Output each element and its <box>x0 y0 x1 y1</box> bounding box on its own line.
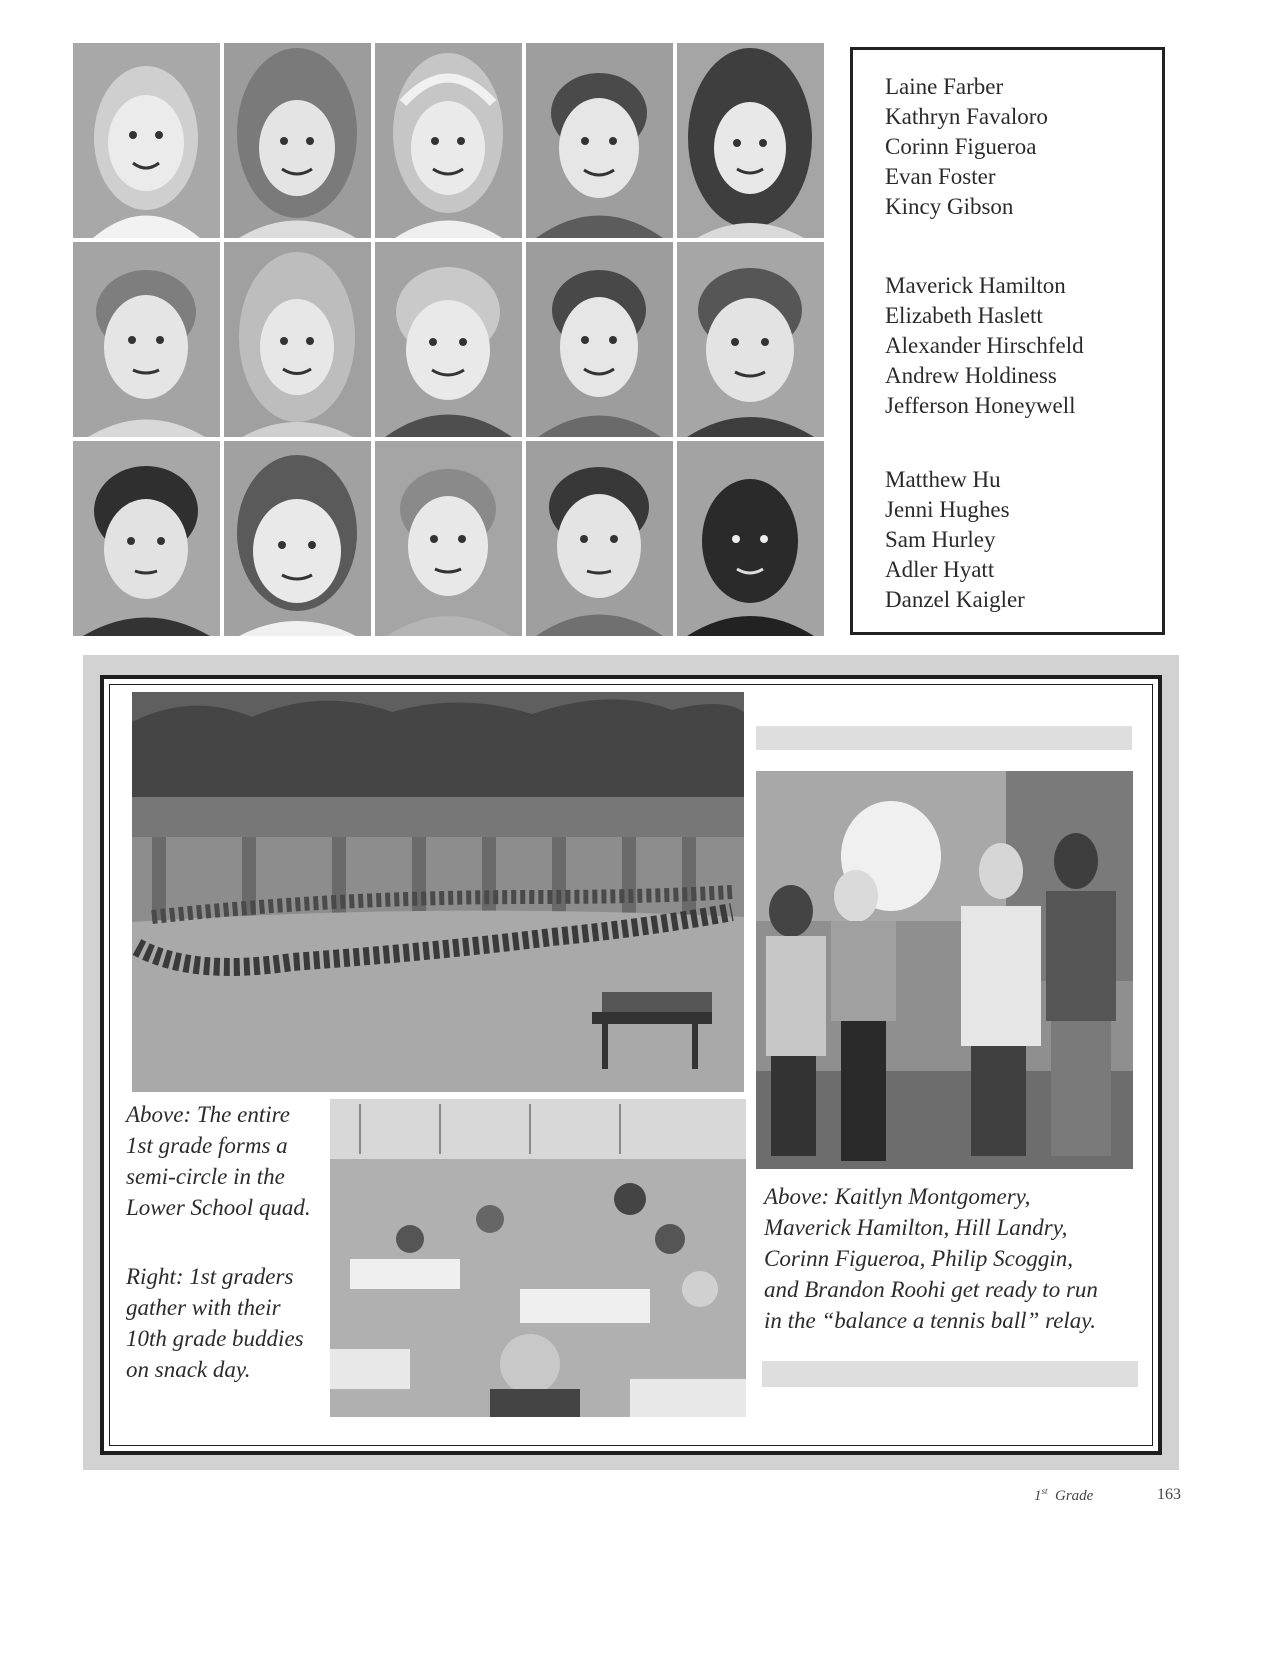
caption-line: and Brandon Roohi get ready to run <box>764 1277 1098 1302</box>
student-name: Jenni Hughes <box>885 497 1010 522</box>
quad-photo-caption <box>126 1099 311 1223</box>
student-portrait <box>526 43 673 238</box>
student-name: Danzel Kaigler <box>885 587 1025 612</box>
student-name: Alexander Hirschfeld <box>885 333 1084 358</box>
student-name: Sam Hurley <box>885 527 996 552</box>
student-portrait <box>73 43 220 238</box>
caption-line: on snack day. <box>126 1357 251 1382</box>
page-number: 163 <box>1157 1486 1181 1503</box>
student-name: Kathryn Favaloro <box>885 104 1048 129</box>
caption-line: Lower School quad. <box>126 1195 311 1220</box>
section-word: Grade <box>1055 1488 1094 1504</box>
student-portrait <box>526 441 673 636</box>
activity-photo-panel <box>83 655 1179 1470</box>
student-portrait <box>526 242 673 437</box>
section-label <box>1034 1486 1093 1505</box>
snack-day-photo <box>330 1099 746 1417</box>
student-portrait <box>375 441 522 636</box>
name-group <box>885 72 1048 222</box>
caption-line: Right: 1st graders <box>126 1264 294 1289</box>
student-name: Corinn Figueroa <box>885 134 1037 159</box>
caption-line: 1st grade forms a <box>126 1133 288 1158</box>
student-portrait <box>224 441 371 636</box>
decorative-gray-bar <box>762 1361 1138 1387</box>
student-portrait <box>375 242 522 437</box>
student-name: Laine Farber <box>885 74 1004 99</box>
student-name: Andrew Holdiness <box>885 363 1057 388</box>
caption-line: Above: Kaitlyn Montgomery, <box>764 1184 1031 1209</box>
name-group <box>885 465 1025 615</box>
student-name: Kincy Gibson <box>885 194 1014 219</box>
student-portrait <box>73 242 220 437</box>
caption-line: Above: The entire <box>126 1102 290 1127</box>
caption-line: Maverick Hamilton, Hill Landry, <box>764 1215 1068 1240</box>
relay-race-photo <box>756 771 1133 1169</box>
student-portrait <box>224 43 371 238</box>
student-portrait <box>677 441 824 636</box>
student-name: Elizabeth Haslett <box>885 303 1043 328</box>
student-portrait <box>375 43 522 238</box>
caption-line: Corinn Figueroa, Philip Scoggin, <box>764 1246 1073 1271</box>
student-name: Maverick Hamilton <box>885 273 1066 298</box>
activity-photo-frame <box>100 675 1162 1455</box>
caption-line: 10th grade buddies <box>126 1326 304 1351</box>
quad-semicircle-photo <box>132 692 744 1092</box>
decorative-gray-bar <box>756 726 1132 750</box>
caption-line: in the “balance a tennis ball” relay. <box>764 1308 1096 1333</box>
portrait-grid <box>73 43 829 643</box>
relay-photo-caption <box>764 1181 1098 1336</box>
section-ordinal: st <box>1041 1486 1048 1496</box>
caption-line: semi-circle in the <box>126 1164 285 1189</box>
student-name: Adler Hyatt <box>885 557 995 582</box>
student-portrait <box>677 242 824 437</box>
snack-photo-caption <box>126 1261 304 1385</box>
name-group <box>885 271 1084 421</box>
student-name: Matthew Hu <box>885 467 1001 492</box>
student-names-box <box>850 47 1165 635</box>
student-name: Evan Foster <box>885 164 996 189</box>
caption-line: gather with their <box>126 1295 281 1320</box>
section-number: 1 <box>1034 1488 1042 1504</box>
student-portrait <box>73 441 220 636</box>
student-name: Jefferson Honeywell <box>885 393 1076 418</box>
student-portrait <box>677 43 824 238</box>
student-portrait <box>224 242 371 437</box>
